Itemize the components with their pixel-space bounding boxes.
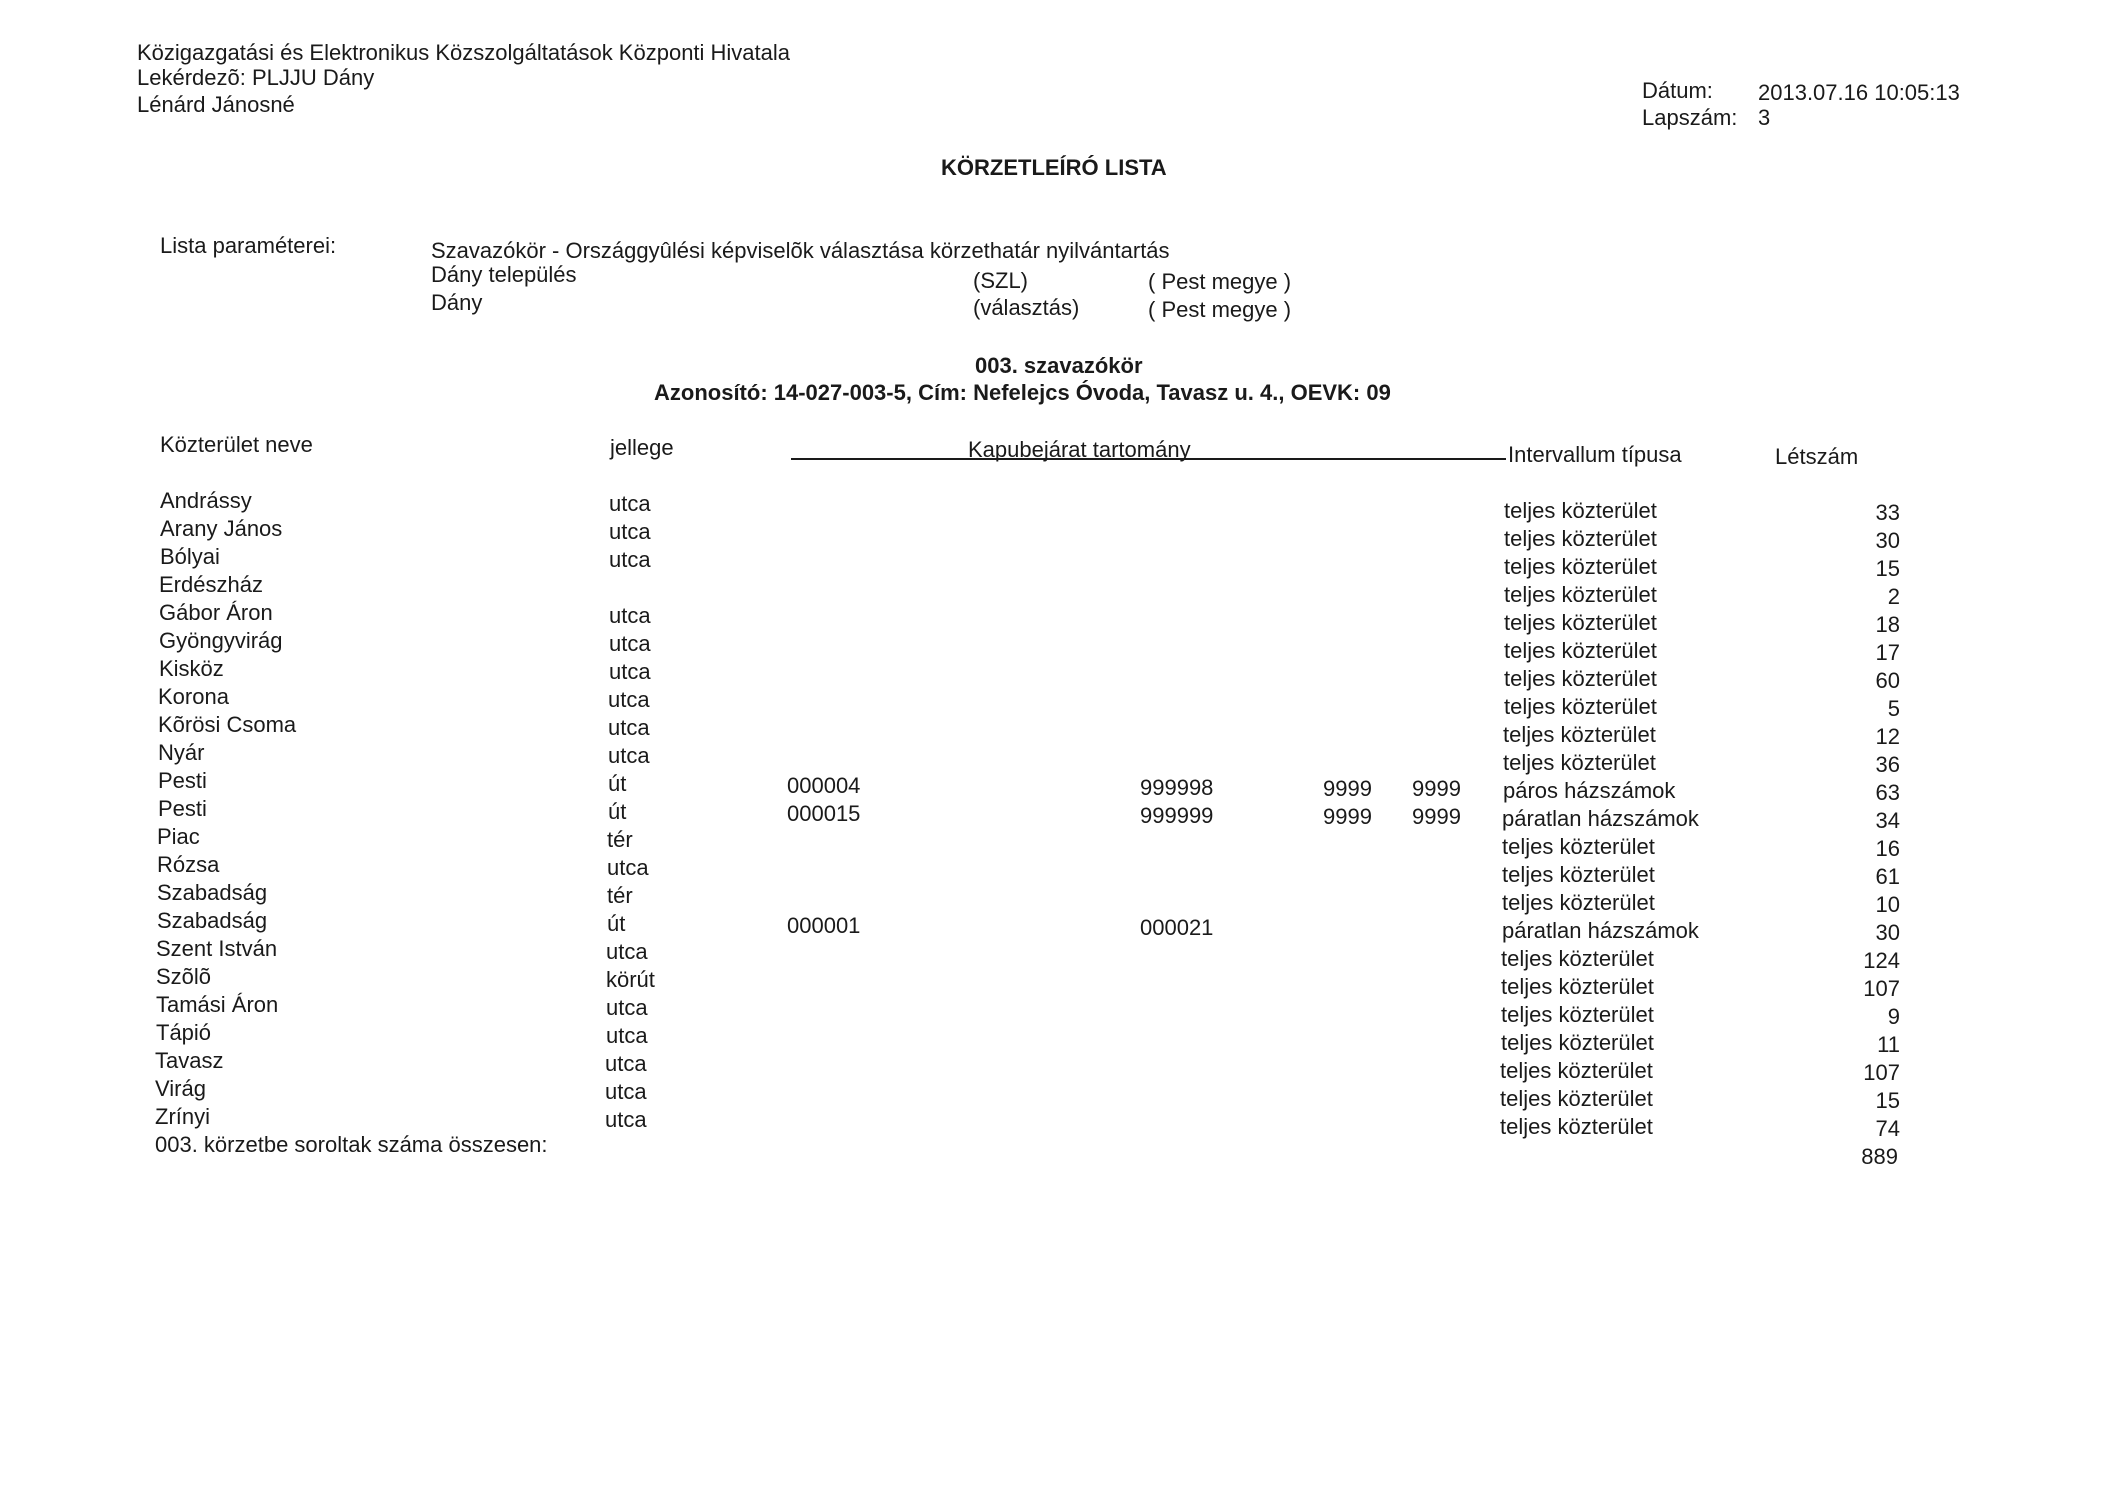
row-type: körút: [606, 967, 655, 992]
row-count: 11: [1877, 1032, 1900, 1057]
row-count: 61: [1875, 864, 1900, 889]
total-value: 889: [1861, 1144, 1898, 1169]
row-type: tér: [607, 883, 633, 908]
row-type: út: [607, 911, 626, 936]
row-count: 12: [1875, 724, 1900, 749]
row-type: utca: [605, 1107, 647, 1132]
col-header-count: Létszám: [1775, 444, 1859, 469]
row-type: utca: [609, 603, 651, 628]
district-ident: Azonosító: 14-027-003-5, Cím: Nefelejcs Óvoda, Tavasz u. 4., OEVK: 09: [654, 380, 1391, 405]
row-type: utca: [609, 547, 651, 572]
row-count: 30: [1875, 528, 1900, 553]
row-count: 15: [1875, 556, 1900, 581]
params-label: Lista paraméterei:: [160, 233, 337, 258]
row-count: 17: [1875, 640, 1900, 665]
row-name: Zrínyi: [155, 1104, 210, 1129]
row-interval: teljes közterület: [1502, 862, 1655, 887]
row-name: Virág: [155, 1076, 206, 1101]
params-line3-right: ( Pest megye ): [1148, 297, 1292, 322]
row-range-to: 000021: [1140, 915, 1214, 940]
row-name: Pesti: [158, 796, 207, 821]
row-interval: teljes közterület: [1500, 1058, 1653, 1083]
row-range-from: 000015: [787, 801, 861, 826]
row-count: 63: [1875, 780, 1900, 805]
row-count: 34: [1875, 808, 1900, 833]
row-name: Rózsa: [157, 852, 220, 877]
row-range-to: 999999: [1140, 803, 1214, 828]
row-type: utca: [609, 491, 651, 516]
row-count: 10: [1875, 892, 1900, 917]
params-line2-right: ( Pest megye ): [1148, 269, 1292, 294]
row-name: Tamási Áron: [156, 992, 279, 1017]
row-type: utca: [606, 1023, 648, 1048]
row-interval: teljes közterület: [1504, 498, 1657, 523]
row-count: 9: [1887, 1004, 1900, 1029]
row-interval: teljes közterület: [1500, 1114, 1653, 1139]
row-range-to: 999998: [1140, 775, 1214, 800]
page-label: Lapszám:: [1642, 105, 1738, 130]
row-interval: teljes közterület: [1504, 610, 1657, 635]
row-count: 60: [1875, 668, 1900, 693]
col-header-name: Közterület neve: [160, 432, 313, 457]
row-name: Korona: [158, 684, 229, 709]
row-name: Nyár: [158, 740, 205, 765]
district-heading: 003. szavazókör: [975, 353, 1143, 378]
row-type: utca: [608, 743, 650, 768]
row-name: Erdészház: [159, 572, 263, 597]
row-name: Tavasz: [155, 1048, 224, 1073]
col-header-type: jellege: [610, 435, 674, 460]
col-header-range: Kapubejárat tartomány: [968, 437, 1191, 462]
row-interval: teljes közterület: [1502, 834, 1655, 859]
person-name: Lénárd Jánosné: [137, 92, 295, 117]
row-interval: teljes közterület: [1501, 974, 1654, 999]
row-type: út: [608, 771, 627, 796]
date-label: Dátum:: [1642, 78, 1713, 103]
row-count: 124: [1863, 948, 1900, 973]
row-name: Gyöngyvirág: [159, 628, 283, 653]
params-line2-mid: (SZL): [973, 268, 1028, 293]
row-type: utca: [609, 519, 651, 544]
row-count: 33: [1875, 500, 1900, 525]
row-interval: teljes közterület: [1501, 1002, 1654, 1027]
total-label: 003. körzetbe soroltak száma összesen:: [155, 1132, 548, 1157]
row-type: tér: [607, 827, 633, 852]
row-count: 107: [1863, 1060, 1900, 1085]
row-type: utca: [607, 855, 649, 880]
params-line2-left: Dány település: [431, 262, 577, 287]
row-type: utca: [605, 1079, 647, 1104]
row-range-from: 000004: [787, 773, 861, 798]
row-interval: teljes közterület: [1502, 890, 1655, 915]
row-name: Pesti: [158, 768, 207, 793]
row-type: utca: [606, 995, 648, 1020]
row-name: Kõrösi Csoma: [158, 712, 297, 737]
params-line1: Szavazókör - Országgyûlési képviselõk választása körzethatár nyilvántartás: [431, 238, 1170, 263]
row-name: Piac: [157, 824, 200, 849]
row-count: 36: [1875, 752, 1900, 777]
row-name: Arany János: [160, 516, 283, 541]
page-title: KÖRZETLEÍRÓ LISTA: [941, 155, 1167, 180]
row-type: út: [608, 799, 627, 824]
row-range-c1: 9999: [1323, 776, 1372, 801]
row-interval: teljes közterület: [1504, 582, 1657, 607]
row-type: utca: [608, 715, 650, 740]
row-count: 15: [1875, 1088, 1900, 1113]
row-interval: teljes közterület: [1501, 946, 1654, 971]
row-type: utca: [606, 939, 648, 964]
row-interval: teljes közterület: [1503, 722, 1656, 747]
row-count: 74: [1875, 1116, 1900, 1141]
row-interval: teljes közterület: [1504, 666, 1657, 691]
row-name: Szabadság: [157, 880, 268, 905]
row-range-from: 000001: [787, 913, 861, 938]
row-count: 30: [1875, 920, 1900, 945]
row-type: utca: [609, 659, 651, 684]
params-line3-mid: (választás): [973, 295, 1080, 320]
row-type: utca: [609, 631, 651, 656]
row-range-c2: 9999: [1412, 804, 1461, 829]
date-value: 2013.07.16 10:05:13: [1758, 80, 1960, 105]
row-count: 16: [1875, 836, 1900, 861]
row-name: Szõlõ: [156, 964, 212, 989]
row-interval: teljes közterület: [1504, 554, 1657, 579]
params-line3-left: Dány: [431, 290, 483, 315]
office-name: Közigazgatási és Elektronikus Közszolgáltatások Központi Hivatala: [137, 40, 791, 65]
row-count: 2: [1887, 584, 1900, 609]
row-interval: teljes közterület: [1500, 1086, 1653, 1111]
row-interval: páratlan házszámok: [1502, 806, 1699, 831]
row-count: 107: [1863, 976, 1900, 1001]
row-interval: teljes közterület: [1504, 526, 1657, 551]
row-type: utca: [608, 687, 650, 712]
row-interval: páros házszámok: [1503, 778, 1676, 803]
row-type: utca: [605, 1051, 647, 1076]
row-name: Tápió: [156, 1020, 212, 1045]
row-name: Andrássy: [160, 488, 252, 513]
row-interval: páratlan házszámok: [1502, 918, 1699, 943]
row-range-c2: 9999: [1412, 776, 1461, 801]
row-name: Bólyai: [160, 544, 220, 569]
page-value: 3: [1758, 105, 1771, 130]
row-interval: teljes közterület: [1501, 1030, 1654, 1055]
row-interval: teljes közterület: [1503, 750, 1656, 775]
row-range-c1: 9999: [1323, 804, 1372, 829]
requester: Lekérdezõ: PLJJU Dány: [137, 65, 375, 90]
row-count: 5: [1887, 696, 1900, 721]
row-interval: teljes közterület: [1504, 694, 1657, 719]
row-name: Kisköz: [159, 656, 224, 681]
row-count: 18: [1875, 612, 1900, 637]
row-name: Gábor Áron: [159, 600, 273, 625]
row-name: Szent István: [156, 936, 278, 961]
row-interval: teljes közterület: [1504, 638, 1657, 663]
row-name: Szabadság: [157, 908, 268, 933]
col-header-interval: Intervallum típusa: [1508, 442, 1682, 467]
